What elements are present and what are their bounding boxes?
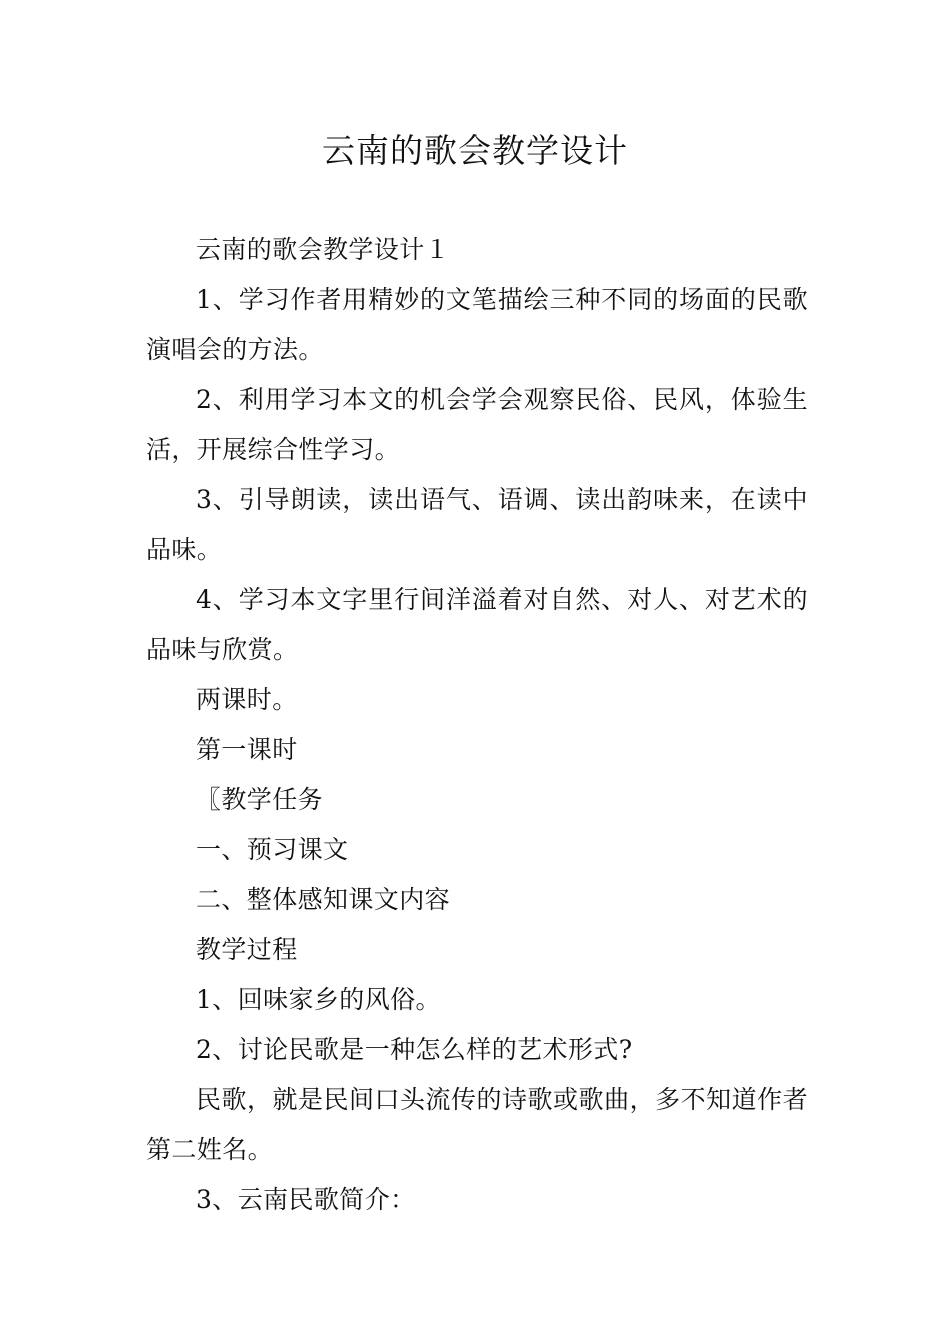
- paragraph-goal-1: 1、学习作者用精妙的文笔描绘三种不同的场面的民歌演唱会的方法。: [146, 285, 808, 364]
- paragraph-folk-song-definition: 民歌，就是民间口头流传的诗歌或歌曲，多不知道作者第二姓名。: [146, 1085, 808, 1164]
- paragraph-task-1: 一、预习课文: [196, 835, 349, 864]
- paragraph-process-2: 2、讨论民歌是一种怎么样的艺术形式?: [196, 1035, 633, 1064]
- paragraph-first-period: 第一课时: [196, 735, 298, 764]
- paragraph-subtitle: 云南的歌会教学设计１: [196, 235, 451, 264]
- paragraph-period-count: 两课时。: [196, 685, 298, 714]
- paragraph-process-1: 1、回味家乡的风俗。: [196, 985, 441, 1014]
- paragraph-goal-3: 3、引导朗读，读出语气、语调、读出韵味来，在读中品味。: [146, 485, 808, 564]
- paragraph-goal-4: 4、学习本文字里行间洋溢着对自然、对人、对艺术的品味与欣赏。: [146, 585, 808, 664]
- paragraph-teaching-task: 〖教学任务: [196, 785, 324, 814]
- document-title: 云南的歌会教学设计: [322, 131, 628, 170]
- paragraph-goal-2: 2、利用学习本文的机会学会观察民俗、民风，体验生活，开展综合性学习。: [146, 385, 808, 464]
- paragraph-task-2: 二、整体感知课文内容: [196, 885, 451, 914]
- paragraph-process-3: 3、云南民歌简介：: [196, 1185, 416, 1214]
- document-body: [146, 225, 808, 1225]
- paragraph-teaching-process: 教学过程: [196, 935, 298, 964]
